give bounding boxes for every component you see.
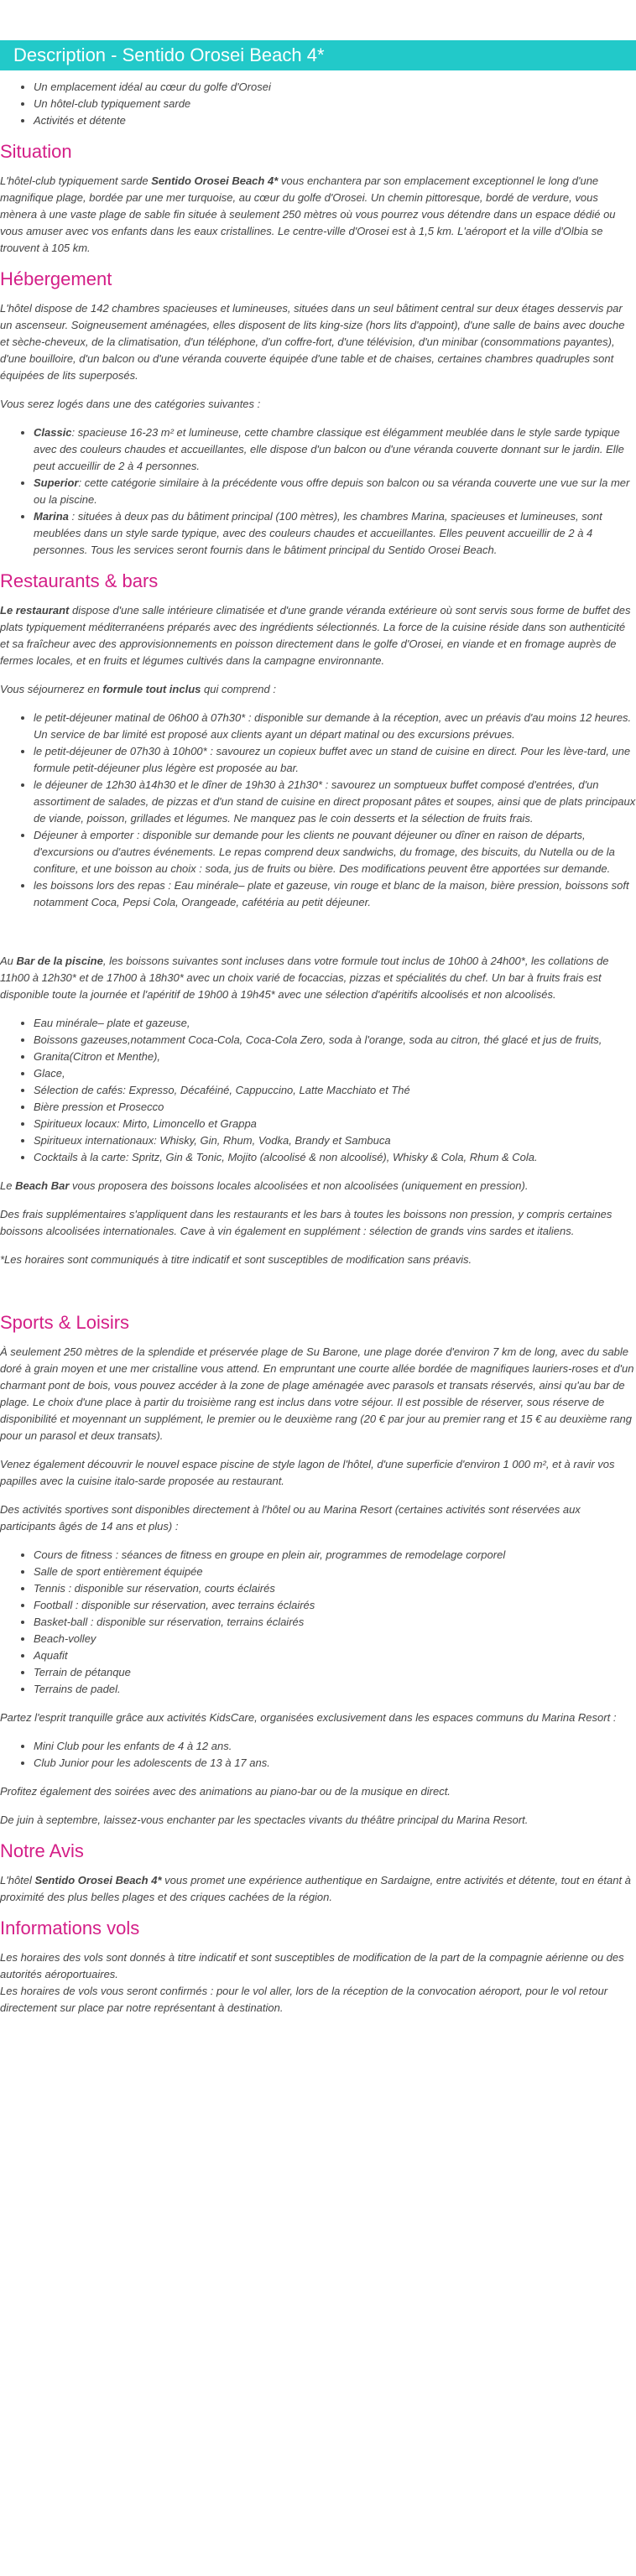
room-category-list	[0, 424, 636, 559]
restaurant-paragraph	[0, 602, 636, 669]
vols-paragraph-1: Les horaires des vols sont donnés à titre indicatif et sont susceptibles de modification de la part de la compagnie aérienne ou des autorités aéroportuaires.	[0, 1951, 624, 1980]
drinks-list	[0, 1015, 636, 1166]
text-span: vous proposera des boissons locales alcoolisées et non alcoolisées (uniquement en pression).	[69, 1179, 529, 1192]
text-span: L'hôtel	[0, 1874, 35, 1886]
pool-paragraph: Venez également découvrir le nouvel espace piscine de style lagon de l'hôtel, d'une superficie d'environ 1 000 m², et à ravir vos papilles avec la cuisine italo-sarde proposée au restaurant.	[0, 1458, 615, 1487]
section-title-hebergement: Hébergement	[0, 268, 112, 289]
section-title-sports: Sports & Loisirs	[0, 1312, 130, 1333]
room-desc: : spacieuse 16-23 m² et lumineuse, cette chambre classique est élégamment meublée dans le style sarde typique avec des couleurs chaudes et accueillantes, elle dispose d'un balcon ou d'une véranda couverte donnant sur le jardin. Elle peut accueillir de 2 à 4 personnes.	[34, 426, 624, 472]
list-item	[34, 508, 636, 559]
list-item: • les boissons lors des repas : Eau minérale– plate et gazeuse, vin rouge et blanc de la maison, bière pression, boissons soft notamment Coca, Pepsi Cola, Orangeade, cafétéria au petit déjeuner.	[34, 877, 636, 911]
list-item: • Basket-ball : disponible sur réservation, terrains éclairés	[34, 1614, 636, 1631]
list-item	[34, 475, 636, 508]
list-item: • le déjeuner de 12h30 à14h30 et le dîner de 19h30 à 21h30* : savourez un somptueux buffet composé d'entrées, d'un assortiment de salades, de pizzas et d'un stand de cuisine en direct proposant pâtes et soupes, ainsi que de plats principaux de viande, poisson, grillades et légumes. Ne manquez pas le coin desserts et la sélection de fruits frais.	[34, 777, 636, 827]
list-item: • Granita(Citron et Menthe),	[34, 1049, 636, 1065]
list-item: • Club Junior pour les adolescents de 13 à 17 ans.	[34, 1755, 636, 1772]
list-item: • Terrain de pétanque	[34, 1664, 636, 1681]
list-item: • Glace,	[34, 1065, 636, 1082]
text-span: , les boissons suivantes sont incluses dans votre formule tout inclus de 10h00 à 24h00*, les collations de 11h00 à 12h30* et de 17h00 à 18h30* avec un choix varié de focaccias, pizzas et spécialités du chef. Un bar à fruits frais est disponible toute la journée et l'apéritif de 19h00 à 19h45* avec une sélection d'apéritifs alcoolisés et non alcoolisés.	[0, 955, 609, 1001]
text-bold: formule tout inclus	[102, 683, 201, 695]
hotel-name: Sentido Orosei Beach 4*	[34, 1874, 162, 1886]
list-item: • Football : disponible sur réservation, avec terrains éclairés	[34, 1597, 636, 1614]
spacer	[0, 1280, 636, 1300]
list-item	[34, 424, 636, 475]
text-span: Vous séjournerez en	[0, 683, 103, 695]
formula-intro	[0, 681, 636, 698]
list-item: • Déjeuner à emporter : disponible sur demande pour les clients ne pouvant déjeuner ou dîner en raison de départs, d'excursions ou d'autres événements. Le repas comprend deux sandwichs, du fromage, des biscuits, du Nutella ou de la confiture, et une boisson au choix : soda, jus de fruits ou bière. Des modifications peuvent être apportées sur demande.	[34, 827, 636, 877]
meals-list	[0, 710, 636, 911]
room-term: Superior	[34, 476, 79, 489]
list-item: • Salle de sport entièrement équipée	[34, 1564, 636, 1580]
extra-fees-paragraph: Des frais supplémentaires s'appliquent dans les restaurants et les bars à toutes les boissons non pression, y compris certaines boissons alcoolisées internationales. Cave à vin également en supplément : sélection de grands vins sardes et italiens.	[0, 1208, 613, 1237]
room-desc: : situées à deux pas du bâtiment principal (100 mètres), les chambres Marina, spacieuses et lumineuses, sont meublées dans un style sarde typique, avec des couleurs chaudes et accueillantes. Elles peuvent accueillir de 2 à 4 personnes. Tous les services seront fournis dans le bâtiment principal du Sentido Orosei Beach.	[34, 510, 602, 556]
hotel-name: Sentido Orosei Beach 4*	[151, 174, 279, 187]
list-item: • Spiritueux internationaux: Whisky, Gin, Rhum, Vodka, Brandy et Sambuca	[34, 1132, 636, 1149]
section-title-situation: Situation	[0, 141, 72, 162]
beach-bar-paragraph	[0, 1178, 636, 1194]
kidscare-paragraph: Partez l'esprit tranquille grâce aux activités KidsCare, organisées exclusivement dans les espaces communs du Marina Resort :	[0, 1711, 617, 1724]
list-item: • Mini Club pour les enfants de 4 à 12 ans.	[34, 1738, 636, 1755]
text-bold: Le restaurant	[0, 604, 70, 617]
hebergement-intro: Vous serez logés dans une des catégories suivantes :	[0, 398, 261, 410]
text-bold: Bar de la piscine	[16, 955, 103, 967]
vols-paragraph-2: Les horaires de vols vous seront confirmés : pour le vol aller, lors de la réception de la convocation aéroport, pour le vol retour directement sur place par notre représentant à destination.	[0, 1985, 608, 2014]
section-title-restaurants: Restaurants & bars	[0, 570, 159, 591]
text-span: vous enchantera par son emplacement exceptionnel le long d'une magnifique plage, bordée par une mer turquoise, au cœur du golfe d'Orosei. Un chemin pittoresque, bordé de verdure, vous mènera à une vaste plage de sable fin située à seulement 250 mètres où vous pourrez vous détendre dans un espace dédié ou vous amuser avec vos enfants dans les eaux cristallines. Le centre-ville d'Orosei est à 1,5 km. L'aéroport et la ville d'Olbia se trouvent à 105 km.	[0, 174, 616, 254]
text-bold: Beach Bar	[15, 1179, 70, 1192]
description-banner: Description - Sentido Orosei Beach 4*	[0, 40, 636, 70]
activities-list	[0, 1547, 636, 1698]
room-term: Classic	[34, 426, 72, 439]
text-span: qui comprend :	[201, 683, 276, 695]
list-item: • Cours de fitness : séances de fitness en groupe en plein air, programmes de remodelage corporel	[34, 1547, 636, 1564]
kids-list	[0, 1738, 636, 1772]
beach-paragraph: À seulement 250 mètres de la splendide et préservée plage de Su Barone, une plage dorée d'environ 7 km de long, avec du sable doré à grain moyen et une mer cristalline vous attend. En empruntant une courte allée bordée de magnifiques lauriers-roses et d'un charmant pont de bois, vous pouvez accéder à la zone de plage aménagée avec parasols et transats réservés, ainsi qu'au bar de plage. Le choix d'une place à partir du troisième rang est inclus dans votre séjour. Il est possible de réserver, sous réserve de disponibilité et moyennant un supplément, le premier ou le deuxième rang (20 € par jour au premier rang et 15 € au deuxième rang pour un parasol et deux transats).	[0, 1345, 634, 1442]
list-item: • Un hôtel-club typiquement sarde	[34, 96, 636, 112]
text-span: L'hôtel-club typiquement sarde	[0, 174, 152, 187]
list-item: • Spiritueux locaux: Mirto, Limoncello et Grappa	[34, 1116, 636, 1132]
schedule-note: *Les horaires sont communiqués à titre indicatif et sont susceptibles de modification sans préavis.	[0, 1253, 472, 1266]
hebergement-paragraph: L'hôtel dispose de 142 chambres spacieuses et lumineuses, situées dans un seul bâtiment central sur deux étages desservis par un ascenseur. Soigneusement aménagées, elles disposent de lits king-size (hors lits d'appoint), d'une salle de bains avec douche et sèche-cheveux, de la climatisation, d'un téléphone, d'un coffre-fort, d'une télévision, d'un minibar (consommations payantes), d'une bouilloire, d'un balcon ou d'une véranda couverte équipée d'une table et de chaises, certaines chambres quadruples sont équipées de lits superposés.	[0, 302, 625, 382]
list-item: • Un emplacement idéal au cœur du golfe d'Orosei	[34, 79, 636, 96]
list-item: • Activités et détente	[34, 112, 636, 129]
shows-paragraph: De juin à septembre, laissez-vous enchanter par les spectacles vivants du théâtre principal du Marina Resort.	[0, 1814, 529, 1826]
room-desc: : cette catégorie similaire à la précédente vous offre depuis son balcon ou sa véranda couverte une vue sur la mer ou la piscine.	[34, 476, 630, 506]
list-item: • Eau minérale– plate et gazeuse,	[34, 1015, 636, 1032]
list-item: • Bière pression et Prosecco	[34, 1099, 636, 1116]
avis-paragraph	[0, 1872, 636, 1906]
list-item: • Aquafit	[34, 1647, 636, 1664]
pool-bar-paragraph	[0, 953, 636, 1003]
situation-paragraph	[0, 173, 636, 257]
text-span: dispose d'une salle intérieure climatisée et d'une grande véranda extérieure où sont servis sous forme de buffet des plats typiquement méditerranéens préparés avec des ingrédients sélectionnés. La force de la cuisine réside dans son authenticité et sa fraîcheur avec des approvisionnements en poisson directement dans le golfe d'Orosei, en viande et en fromage auprès de fermes locales, et en fruits et légumes cultivés dans la campagne environnante.	[0, 604, 631, 667]
section-title-vols: Informations vols	[0, 1918, 140, 1939]
text-span: Le	[0, 1179, 16, 1192]
list-item: • Tennis : disponible sur réservation, courts éclairés	[34, 1580, 636, 1597]
evenings-paragraph: Profitez également des soirées avec des animations au piano-bar ou de la musique en direct.	[0, 1785, 451, 1798]
activities-intro: Des activités sportives sont disponibles directement à l'hôtel ou au Marina Resort (certaines activités sont réservées aux participants âgés de 14 ans et plus) :	[0, 1503, 581, 1533]
list-item: • Boissons gazeuses,notamment Coca-Cola, Coca-Cola Zero, soda à l'orange, soda au citron, thé glacé et jus de fruits,	[34, 1032, 636, 1049]
text-span: Au	[0, 955, 17, 967]
list-item: • le petit-déjeuner matinal de 06h00 à 07h30* : disponible sur demande à la réception, avec un préavis d'au moins 12 heures. Un service de bar limité est proposé aux clients ayant un départ matinal ou des excursions prévues.	[34, 710, 636, 743]
list-item: • Cocktails à la carte: Spritz, Gin & Tonic, Mojito (alcoolisé & non alcoolisé), Whisky & Cola, Rhum & Cola.	[34, 1149, 636, 1166]
section-title-avis: Notre Avis	[0, 1840, 84, 1861]
list-item: • Beach-volley	[34, 1631, 636, 1647]
room-term: Marina	[34, 510, 69, 523]
list-item: • le petit-déjeuner de 07h30 à 10h00* : savourez un copieux buffet avec un stand de cuisine en direct. Pour les lève-tard, une formule petit-déjeuner plus légère est proposée au bar.	[34, 743, 636, 777]
spacer	[0, 923, 636, 953]
list-item: • Terrains de padel.	[34, 1681, 636, 1698]
intro-list	[0, 79, 636, 129]
list-item: • Sélection de cafés: Expresso, Décaféiné, Cappuccino, Latte Macchiato et Thé	[34, 1082, 636, 1099]
text-span: vous promet une expérience authentique en Sardaigne, entre activités et détente, tout en étant à proximité des plus belles plages et des criques cachées de la région.	[0, 1874, 631, 1903]
